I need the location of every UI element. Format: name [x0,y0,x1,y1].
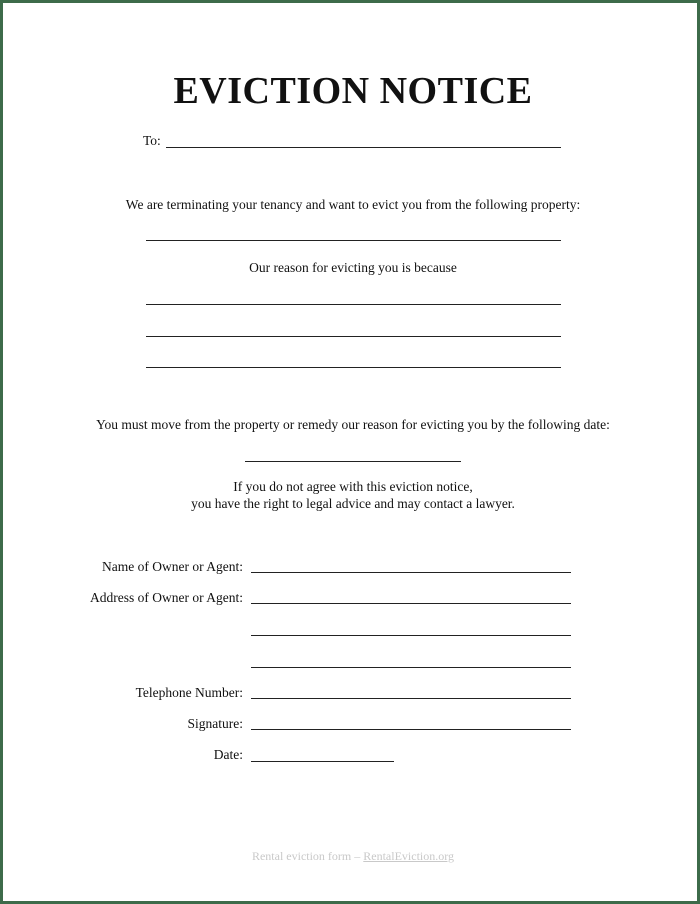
legal-advice-line-2: you have the right to legal advice and may contact a lawyer. [191,496,515,511]
owner-name-field-line[interactable] [251,572,571,573]
tenancy-statement: We are terminating your tenancy and want to evict you from the following property: [125,197,581,212]
footer-link[interactable]: RentalEviction.org [363,849,455,863]
signature-field-line[interactable] [251,729,571,730]
reason-field-line-3[interactable] [146,367,561,368]
move-statement: You must move from the property or remedy our reason for evicting you by the following date: [96,417,610,432]
telephone-label: Telephone Number: [135,685,243,700]
reason-field-line-1[interactable] [146,304,561,305]
footer [3,849,700,864]
reason-statement: Our reason for evicting you is because [249,260,457,275]
legal-advice-line-1: If you do not agree with this eviction notice, [233,479,473,494]
signature-label: Signature: [187,716,243,731]
owner-name-label: Name of Owner or Agent: [102,559,243,574]
owner-address-label: Address of Owner or Agent: [90,590,243,605]
date-field-line[interactable] [251,761,394,762]
move-date-field-line[interactable] [245,461,461,462]
date-label: Date: [213,747,243,762]
to-field-line[interactable] [166,147,561,148]
document-title: EVICTION NOTICE [173,70,533,112]
owner-address-field-line-1[interactable] [251,603,571,604]
footer-text: Rental eviction form – [251,849,361,863]
property-field-line[interactable] [146,240,561,241]
owner-address-field-line-3[interactable] [251,667,571,668]
reason-field-line-2[interactable] [146,336,561,337]
owner-address-field-line-2[interactable] [251,635,571,636]
telephone-field-line[interactable] [251,698,571,699]
to-label: To: [143,133,161,148]
